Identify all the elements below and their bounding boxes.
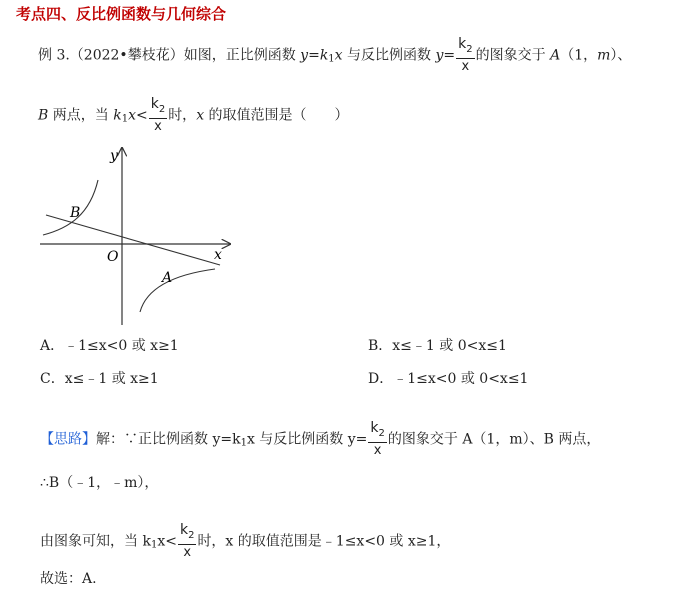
function-graph	[30, 140, 240, 330]
solution-line-1	[40, 420, 600, 459]
question-prefix: 例 3.（2022•攀枝花）如图，正比例函数	[38, 47, 301, 64]
question-line-2	[38, 96, 349, 135]
y-label: y	[110, 148, 118, 164]
point-B-label: B	[70, 205, 81, 221]
q-k1: k	[319, 47, 329, 64]
fraction-k2-over-x	[456, 36, 474, 75]
sol-line1-b: x 与反比例函数 y=	[246, 431, 368, 448]
q2-text2: 时，	[168, 107, 197, 124]
q-k1-sub: 1	[328, 53, 335, 65]
fraction-k2-over-x-4: $\frac{k_2}{x}$	[179, 522, 195, 560]
section-title: 考点四、反比例函数与几何综合	[16, 5, 227, 23]
fraction-k2-over-x-3: $\frac{k_2}{x}$	[370, 420, 385, 458]
q-x1: x	[334, 47, 343, 64]
option-c[interactable]: C．x≤﹣1 或 x≥1	[40, 371, 159, 387]
solution-line-4: 故选：A.	[40, 571, 97, 587]
q-point-A: （1，	[560, 47, 598, 64]
q-eq1: =	[308, 47, 320, 64]
sol-line3-c: 时，x 的取值范围是﹣1≤x<0 或 x≥1，	[197, 533, 451, 550]
solution-tag: 【思路】	[40, 431, 96, 448]
frac-den: x	[461, 58, 470, 74]
sol-line3-a-sub: 1	[150, 539, 158, 551]
q2-k1: k	[113, 107, 122, 124]
q2-text3: 的取值范围是（ ）	[204, 107, 349, 124]
x-label: x	[214, 247, 222, 263]
q2-x: x	[128, 107, 136, 124]
question-line-1	[38, 36, 631, 75]
sol-line3-a: 由图象可知，当 k	[40, 533, 151, 550]
q-y2: y	[435, 47, 444, 64]
sol-line1-c: 的图象交于 A（1，m）、B 两点，	[387, 431, 601, 448]
fraction-k2-over-x-2: $\frac{k_2}{x}$	[150, 96, 166, 134]
point-A-label: A	[162, 270, 173, 286]
sol-line1-a-sub: 1	[240, 437, 247, 449]
option-a[interactable]: A．﹣1≤x<0 或 x≥1	[40, 338, 179, 354]
solution-line-2: ∴B（﹣1，﹣m），	[40, 475, 159, 491]
q2-x2: x	[196, 107, 205, 124]
frac-num-sub: 2	[466, 43, 473, 55]
sol-line3-b: x<	[157, 533, 177, 550]
question-mid: 与反比例函数	[342, 47, 436, 64]
frac-num: k	[458, 36, 467, 52]
option-d[interactable]: D．﹣1≤x<0 或 0<x≤1	[368, 371, 529, 387]
question-suffix2: ）、	[610, 47, 632, 64]
q2-text1: 两点，当	[48, 107, 114, 124]
option-b[interactable]: B．x≤﹣1 或 0<x≤1	[368, 338, 507, 354]
hyperbola-branch-right	[140, 269, 215, 312]
question-suffix1: 的图象交于	[475, 47, 551, 64]
q-eq2: =	[443, 47, 456, 64]
q-y1: y	[300, 47, 309, 64]
q2-k1-sub: 1	[121, 113, 129, 125]
q2-lt: <	[135, 107, 148, 124]
solution-line-3	[40, 522, 450, 561]
q2-B: B	[38, 107, 49, 124]
q-m: m	[597, 47, 611, 64]
q-A: A	[550, 47, 561, 64]
sol-line1-a: 解：∵正比例函数 y=k	[96, 431, 241, 448]
origin-label: O	[107, 249, 119, 265]
